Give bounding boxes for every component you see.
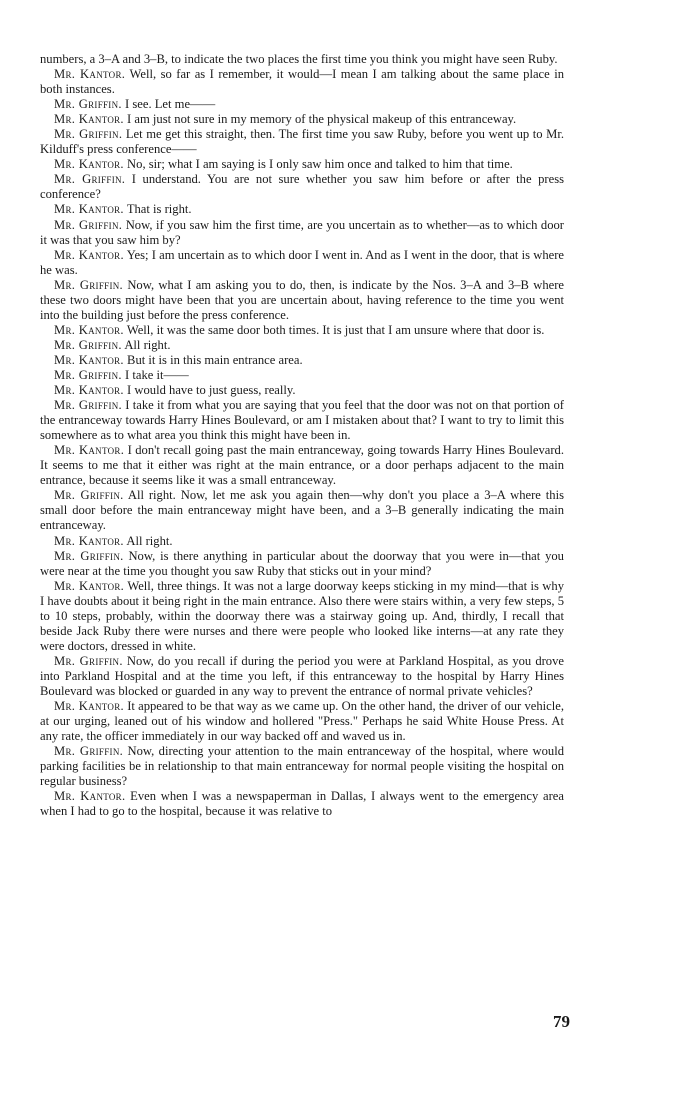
speaker-label: Mr. Kantor. [54,533,124,548]
testimony-paragraph [40,549,564,579]
testimony-paragraph [40,248,564,278]
testimony-paragraph [40,218,564,248]
speech-text: Yes; I am uncertain as to which door I went in. And as I went in the door, that is where he was. [40,247,564,277]
speech-text: Now, is there anything in particular about the doorway that you were in—that you were near at the time you thought you saw Ruby that sticks out in your mind? [40,548,564,578]
testimony-paragraph [40,488,564,533]
speech-text: Now, do you recall if during the period you were at Parkland Hospital, as you drove into Parkland Hospital and at the time you left, if this entranceway to the hospital by Harry Hines Boulevard was blocked or guarded in any way to prevent the entrance of normal private vehicles? [40,653,564,698]
speaker-label: Mr. Kantor. [54,247,124,262]
testimony-paragraph [40,67,564,97]
speech-text: Now, directing your attention to the main entranceway of the hospital, where would parking facilities be in relationship to that main entranceway for normal people visiting the hospital on regular business? [40,744,564,789]
speaker-label: Mr. Griffin. [54,398,122,413]
testimony-paragraph [40,579,564,654]
speech-text: All right. [124,337,171,352]
testimony-paragraph [40,172,564,202]
speech-text: I take it from what you are saying that you feel that the door was not on that portion of the entranceway towards Harry Hines Boulevard, or am I mistaken about that? I want to try to limit this somewhere as to what area you think this might have been in. [40,398,564,443]
speaker-label: Mr. Kantor. [54,443,125,458]
speech-text: Well, it was the same door both times. It is just that I am unsure where that door is. [126,322,545,337]
testimony-paragraphs [40,67,564,819]
speaker-label: Mr. Kantor. [54,202,124,217]
transcript-page [40,52,564,819]
testimony-paragraph [40,789,564,819]
speaker-label: Mr. Griffin. [54,277,123,292]
speech-text: Well, so far as I remember, it would—I mean I am talking about the same place in both instances. [40,67,564,97]
testimony-paragraph [40,338,564,353]
speaker-label: Mr. Kantor. [54,352,124,367]
speaker-label: Mr. Griffin. [54,97,122,112]
speech-text: No, sir; what I am saying is I only saw him once and talked to him that time. [127,157,513,172]
speaker-label: Mr. Kantor. [54,699,124,714]
speech-text: I don't recall going past the main entranceway, going towards Harry Hines Boulevard. It seems to me that it either was right at the main entrance, or a door perhaps adjacent to the main entrance, because it seems like it was a small entranceway. [40,443,564,488]
speaker-label: Mr. Griffin. [54,548,124,563]
speaker-label: Mr. Kantor. [54,67,126,82]
speaker-label: Mr. Griffin. [54,337,122,352]
speech-text: I am just not sure in my memory of the physical makeup of this entranceway. [127,112,517,127]
speaker-label: Mr. Kantor. [54,789,126,804]
speaker-label: Mr. Kantor. [54,322,124,337]
speaker-label: Mr. Kantor. [54,112,124,127]
speaker-label: Mr. Kantor. [54,383,124,398]
testimony-paragraph [40,744,564,789]
opening-paragraph: numbers, a 3–A and 3–B, to indicate the two places the first time you think you might have seen Ruby. [40,52,558,66]
speaker-label: Mr. Griffin. [54,653,123,668]
speaker-label: Mr. Griffin. [54,127,123,142]
speaker-label: Mr. Griffin. [54,217,123,232]
speech-text: Even when I was a newspaperman in Dallas, I always went to the emergency area when I had to go to the hospital, because it was relative to [40,789,564,819]
speech-text: That is right. [126,202,192,217]
testimony-paragraph [40,97,564,112]
speech-text: I see. Let me—— [125,97,216,112]
testimony-paragraph [40,654,564,699]
testimony-paragraph [40,699,564,744]
testimony-paragraph [40,278,564,323]
page-number: 79 [553,1012,570,1031]
speech-text: I would have to just guess, really. [127,383,296,398]
speech-text: I understand. You are not sure whether you saw him before or after the press conference? [40,172,564,202]
testimony-paragraph [40,443,564,488]
speech-text: Let me get this straight, then. The first time you saw Ruby, before you went up to Mr. Kilduff's press conference—— [40,127,564,157]
testimony-paragraph [40,112,564,127]
testimony-paragraph [40,323,564,338]
speech-text: Now, if you saw him the first time, are you uncertain as to whether—as to which door it was that you saw him by? [40,217,564,247]
speech-text: All right. Now, let me ask you again then—why don't you place a 3–A where this small door before the main entranceway might have been, and a 3–B generally indicating the main entranceway. [40,488,564,533]
testimony-paragraph [40,202,564,217]
speaker-label: Mr. Kantor. [54,157,124,172]
testimony-paragraph [40,368,564,383]
speaker-label: Mr. Kantor. [54,578,125,593]
speech-text: But it is in this main entrance area. [127,352,303,367]
speaker-label: Mr. Griffin. [54,367,122,382]
testimony-paragraph [40,534,564,549]
speaker-label: Mr. Griffin. [54,488,124,503]
testimony-paragraph [40,383,564,398]
speech-text: Now, what I am asking you to do, then, is indicate by the Nos. 3–A and 3–B where these two doors might have been that you are uncertain about, having reference to the time you went into the building just before the press conference. [40,277,564,322]
speech-text: I take it—— [125,367,189,382]
speech-text: Well, three things. It was not a large doorway keeps sticking in my mind—that is why I have doubts about it being right in the main entrance. Also there were stairs within, a very few steps, 5 to 10 steps, probably, within the doorway there was a stairway going up. And, thirdly, I recall that beside Jack Ruby there were nurses and there were people who looked like interns—at any rate they were doctors, dressed in white. [40,578,564,653]
speaker-label: Mr. Griffin. [54,744,124,759]
testimony-paragraph [40,127,564,157]
speaker-label: Mr. Griffin. [54,172,126,187]
testimony-paragraph [40,157,564,172]
speech-text: All right. [126,533,173,548]
speech-text: It appeared to be that way as we came up. On the other hand, the driver of our vehicle, at our urging, leaned out of his window and hollered "Press." Perhaps he said White House Press. At any rate, the officer immediately in our way backed off and waved us in. [40,699,564,744]
testimony-paragraph [40,353,564,368]
testimony-paragraph [40,398,564,443]
